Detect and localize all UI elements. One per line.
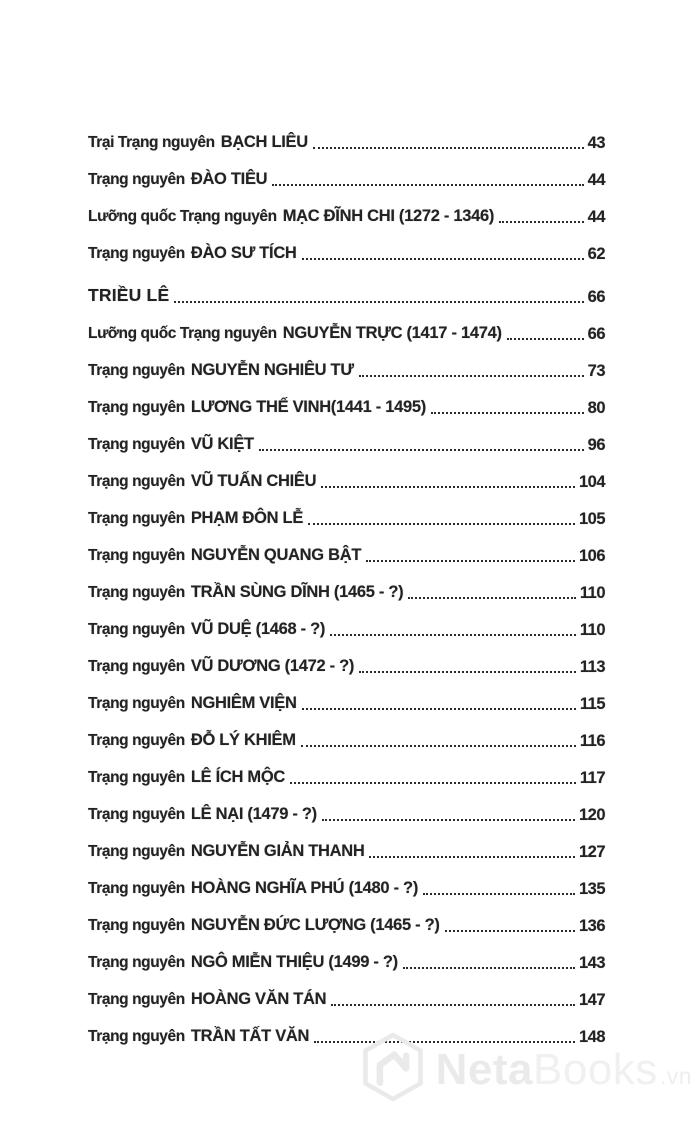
toc-entry xyxy=(88,713,605,750)
entry-prefix: Lưỡng quốc Trạng nguyên xyxy=(88,325,277,343)
entry-label xyxy=(88,584,403,602)
entry-prefix: Trạng nguyên xyxy=(88,584,185,602)
toc-entry xyxy=(88,269,605,306)
dot-leader xyxy=(403,967,575,969)
entry-prefix: Trạng nguyên xyxy=(88,245,185,263)
entry-name: VŨ TUẤN CHIÊU xyxy=(190,472,317,491)
entry-prefix: Trạng nguyên xyxy=(88,473,185,491)
toc-entry xyxy=(88,528,605,565)
entry-name: TRẦN TẤT VĂN xyxy=(190,1027,310,1046)
dot-leader xyxy=(313,147,584,149)
entry-page-number: 105 xyxy=(578,509,605,528)
toc-entry xyxy=(88,676,605,713)
entry-name: NGUYỄN ĐỨC LƯỢNG (1465 - ?) xyxy=(190,916,440,935)
entry-name: PHẠM ĐÔN LỄ xyxy=(190,509,304,528)
toc-entry xyxy=(88,787,605,824)
entry-prefix: Trạng nguyên xyxy=(88,880,185,898)
entry-label xyxy=(88,843,364,861)
entry-prefix: Trạng nguyên xyxy=(88,732,185,750)
entry-prefix: Lưỡng quốc Trạng nguyên xyxy=(88,208,277,226)
dot-leader xyxy=(366,560,575,562)
entry-prefix: Trạng nguyên xyxy=(88,436,185,454)
entry-label xyxy=(88,171,267,189)
entry-label xyxy=(88,245,297,263)
entry-page-number: 96 xyxy=(587,435,605,454)
dot-leader xyxy=(272,184,583,186)
toc-list xyxy=(88,115,605,1046)
entry-prefix: Trạng nguyên xyxy=(88,695,185,713)
entry-page-number: 110 xyxy=(579,583,605,602)
entry-name: BẠCH LIÊU xyxy=(220,133,308,152)
entry-page-number: 106 xyxy=(578,546,605,565)
entry-label xyxy=(88,547,361,565)
entry-name: HOÀNG VĂN TÁN xyxy=(190,990,327,1009)
dot-leader xyxy=(408,597,576,599)
entry-name: ĐÀO SƯ TÍCH xyxy=(190,244,297,263)
dot-leader xyxy=(174,301,583,303)
dot-leader xyxy=(423,893,575,895)
toc-entry xyxy=(88,491,605,528)
entry-page-number: 110 xyxy=(579,620,605,639)
entry-name: MẠC ĐĨNH CHI (1272 - 1346) xyxy=(282,207,495,226)
entry-prefix: Trạng nguyên xyxy=(88,362,185,380)
toc-entry xyxy=(88,861,605,898)
entry-page-number: 73 xyxy=(587,361,605,380)
dot-leader xyxy=(499,221,584,223)
toc-entry xyxy=(88,380,605,417)
entry-prefix: Trạng nguyên xyxy=(88,769,185,787)
entry-label xyxy=(88,954,398,972)
dot-leader xyxy=(431,412,584,414)
entry-prefix: Trạng nguyên xyxy=(88,917,185,935)
entry-page-number: 66 xyxy=(587,324,605,343)
toc-entry xyxy=(88,115,605,152)
entry-prefix: Trạng nguyên xyxy=(88,954,185,972)
entry-label xyxy=(88,1028,309,1046)
toc-entry xyxy=(88,565,605,602)
toc-entry xyxy=(88,602,605,639)
toc-entry xyxy=(88,306,605,343)
entry-name: NGUYỄN QUANG BẬT xyxy=(190,546,362,565)
entry-label xyxy=(88,286,169,306)
entry-name: NGUYỄN NGHIÊU TƯ xyxy=(190,361,354,380)
netabooks-watermark xyxy=(360,1027,692,1108)
entry-name: NGHIÊM VIỆN xyxy=(190,694,297,713)
entry-prefix: Trạng nguyên xyxy=(88,1028,185,1046)
entry-page-number: 66 xyxy=(587,287,605,306)
entry-prefix: Trạng nguyên xyxy=(88,621,185,639)
entry-label xyxy=(88,806,317,824)
dot-leader xyxy=(301,745,576,747)
watermark-text xyxy=(435,1044,692,1094)
dot-leader xyxy=(322,819,575,821)
entry-prefix: Trạng nguyên xyxy=(88,547,185,565)
dot-leader xyxy=(331,1004,575,1006)
hexagon-n-icon xyxy=(360,1031,426,1108)
dot-leader xyxy=(330,634,576,636)
entry-label xyxy=(88,880,418,898)
entry-page-number: 43 xyxy=(587,133,605,152)
entry-label xyxy=(88,621,325,639)
toc-entry xyxy=(88,226,605,263)
entry-name: TRIỀU LÊ xyxy=(88,285,170,306)
entry-name: VŨ DƯƠNG (1472 - ?) xyxy=(190,657,355,676)
entry-label xyxy=(88,991,326,1009)
dot-leader xyxy=(507,338,584,340)
entry-name: HOÀNG NGHĨA PHÚ (1480 - ?) xyxy=(190,879,419,898)
entry-label xyxy=(88,658,354,676)
entry-name: ĐỖ LÝ KHIÊM xyxy=(190,731,296,750)
dot-leader xyxy=(321,486,575,488)
entry-page-number: 120 xyxy=(578,805,605,824)
entry-label xyxy=(88,134,308,152)
entry-prefix: Trạng nguyên xyxy=(88,510,185,528)
entry-prefix: Trạng nguyên xyxy=(88,991,185,1009)
dot-leader xyxy=(359,671,576,673)
entry-page-number: 148 xyxy=(578,1027,605,1046)
toc-entry xyxy=(88,750,605,787)
entry-label xyxy=(88,399,426,417)
entry-name: NGUYỄN GIẢN THANH xyxy=(190,842,365,861)
entry-page-number: 115 xyxy=(579,694,605,713)
entry-label xyxy=(88,732,296,750)
entry-name: TRẦN SÙNG DĨNH (1465 - ?) xyxy=(190,583,404,602)
toc-entry xyxy=(88,454,605,491)
watermark-vn: .vn xyxy=(659,1062,692,1089)
entry-label xyxy=(88,208,494,226)
entry-name: LÊ ÍCH MỘC xyxy=(190,768,285,787)
entry-name: LÊ NẠI (1479 - ?) xyxy=(190,805,317,824)
entry-prefix: Trạng nguyên xyxy=(88,658,185,676)
entry-name: VŨ DUỆ (1468 - ?) xyxy=(190,620,326,639)
toc-entry xyxy=(88,972,605,1009)
entry-prefix: Trạng nguyên xyxy=(88,806,185,824)
entry-page-number: 116 xyxy=(579,731,605,750)
entry-page-number: 143 xyxy=(578,953,605,972)
entry-page-number: 44 xyxy=(587,170,605,189)
entry-label xyxy=(88,362,354,380)
entry-name: NGUYỄN TRỰC (1417 - 1474) xyxy=(282,324,502,343)
toc-entry xyxy=(88,639,605,676)
entry-name: VŨ KIỆT xyxy=(190,435,254,454)
toc-entry xyxy=(88,343,605,380)
entry-name: ĐÀO TIÊU xyxy=(190,170,268,189)
toc-entry xyxy=(88,898,605,935)
dot-leader xyxy=(359,375,584,377)
entry-prefix: Trạng nguyên xyxy=(88,171,185,189)
entry-label xyxy=(88,436,254,454)
entry-prefix: Trạng nguyên xyxy=(88,399,185,417)
dot-leader xyxy=(308,523,575,525)
toc-entry xyxy=(88,189,605,226)
dot-leader xyxy=(369,856,574,858)
entry-label xyxy=(88,769,285,787)
toc-entry xyxy=(88,152,605,189)
entry-page-number: 127 xyxy=(578,842,605,861)
entry-page-number: 117 xyxy=(579,768,605,787)
entry-label xyxy=(88,325,502,343)
toc-entry xyxy=(88,935,605,972)
dot-leader xyxy=(302,708,576,710)
entry-page-number: 80 xyxy=(587,398,605,417)
entry-prefix: Trạng nguyên xyxy=(88,843,185,861)
watermark-neta: Neta xyxy=(435,1044,534,1094)
entry-label xyxy=(88,695,297,713)
entry-page-number: 113 xyxy=(579,657,605,676)
dot-leader xyxy=(259,449,584,451)
toc-entry xyxy=(88,417,605,454)
dot-leader xyxy=(445,930,575,932)
entry-page-number: 62 xyxy=(587,244,605,263)
entry-label xyxy=(88,917,440,935)
entry-page-number: 135 xyxy=(578,879,605,898)
entry-prefix: Trại Trạng nguyên xyxy=(88,134,215,152)
entry-page-number: 104 xyxy=(578,472,605,491)
entry-label xyxy=(88,510,303,528)
watermark-books: Books xyxy=(533,1044,658,1094)
dot-leader xyxy=(302,258,584,260)
entry-label xyxy=(88,473,316,491)
entry-name: LƯƠNG THẾ VINH(1441 - 1495) xyxy=(190,398,426,417)
entry-page-number: 147 xyxy=(578,990,605,1009)
toc-entry xyxy=(88,824,605,861)
entry-page-number: 136 xyxy=(578,916,605,935)
entry-name: NGÔ MIỄN THIỆU (1499 - ?) xyxy=(190,953,398,972)
dot-leader xyxy=(290,782,576,784)
entry-page-number: 44 xyxy=(587,207,605,226)
